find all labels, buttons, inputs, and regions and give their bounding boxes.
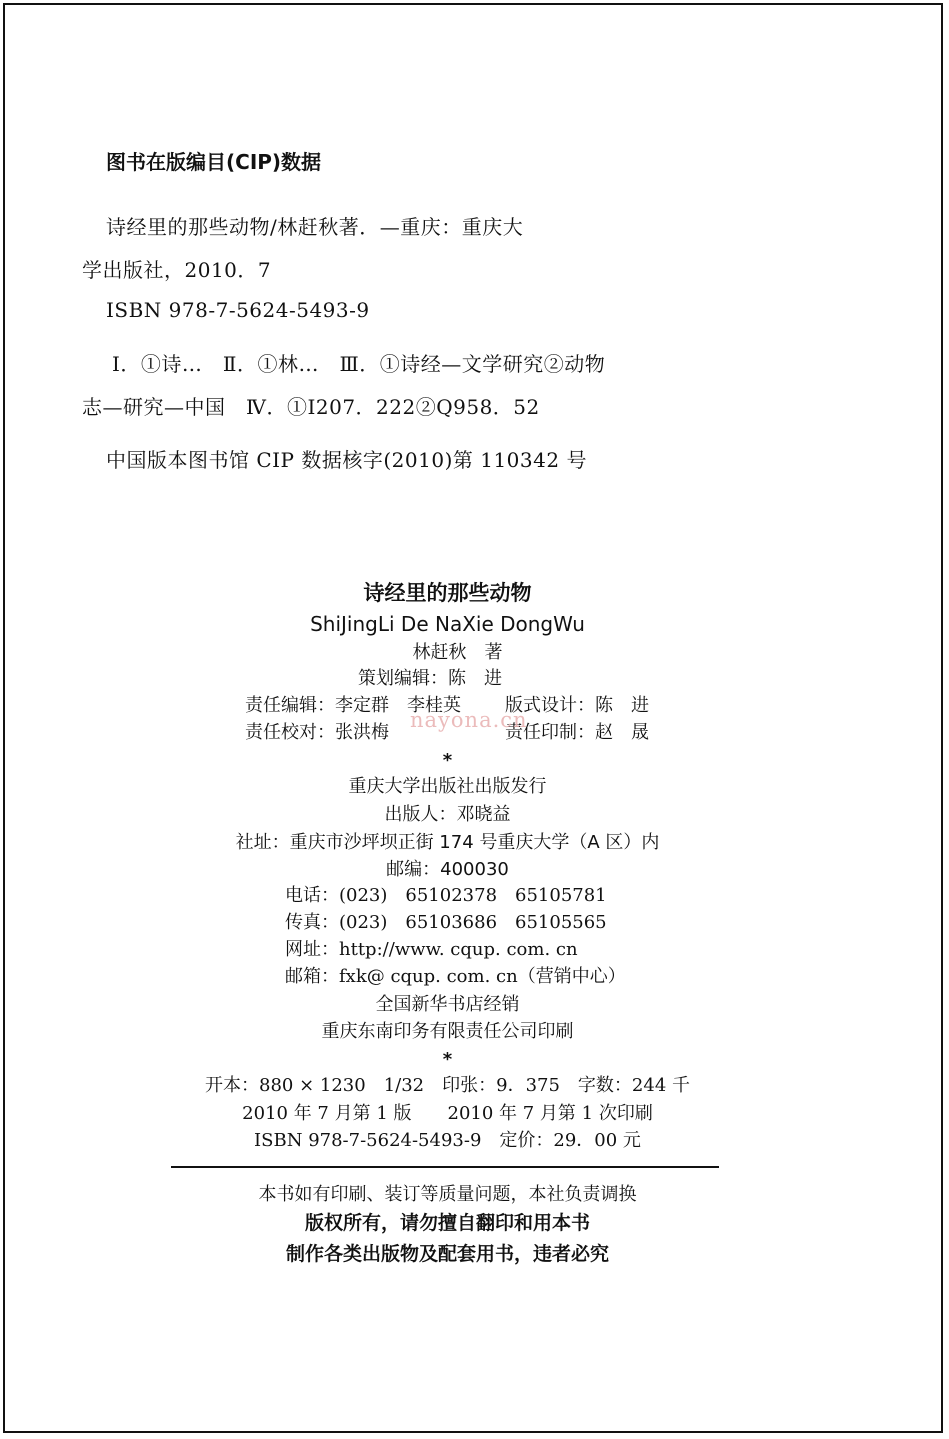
postcode: 邮编：400030	[386, 859, 509, 880]
cip-number: 中国版本图书馆 CIP 数据核字(2010)第 110342 号	[106, 448, 587, 472]
website: 网址：http://www. cqup. com. cn	[285, 939, 578, 960]
planning-editor: 策划编辑：陈 进	[358, 668, 502, 689]
book-title: 诗经里的那些动物	[363, 581, 532, 605]
infringement-notice: 制作各类出版物及配套用书，违者必究	[285, 1243, 609, 1265]
separator-star-2: *	[442, 1049, 453, 1070]
address: 社址：重庆市沙坪坝正街 174 号重庆大学（A 区）内	[235, 832, 660, 853]
publisher: 重庆大学出版社出版发行	[348, 776, 547, 797]
quality-notice: 本书如有印刷、装订等质量问题，本社负责调换	[258, 1184, 637, 1205]
cip-entry-line1: 诗经里的那些动物/林赶秋著．—重庆：重庆大	[106, 215, 524, 239]
cip-entry-line2: 学出版社，2010．7	[82, 258, 272, 282]
format-info: 开本：880 × 1230 1/32 印张：9．375 字数：244 千	[205, 1075, 690, 1096]
watermark: nayona.cn	[410, 708, 528, 732]
cip-subjects-line2: 志—研究—中国 Ⅳ．①I207．222②Q958．52	[82, 395, 540, 419]
printer: 重庆东南印务有限责任公司印刷	[321, 1021, 574, 1042]
proofreader: 责任校对：张洪梅	[245, 722, 389, 743]
separator-star: *	[442, 750, 453, 771]
cip-isbn: ISBN 978-7-5624-5493-9	[106, 298, 370, 322]
fax: 传真：(023) 65103686 65105565	[285, 912, 607, 933]
author: 林赶秋 著	[412, 642, 503, 663]
cip-subjects-line1: Ⅰ．①诗… Ⅱ．①林… Ⅲ．①诗经—文学研究②动物	[112, 352, 606, 376]
copyright-notice: 版权所有，请勿擅自翻印和用本书	[304, 1212, 590, 1234]
cip-title: 图书在版编目(CIP)数据	[106, 150, 322, 174]
phone: 电话：(023) 65102378 65105781	[285, 885, 607, 906]
responsible-editor: 责任编辑：李定群 李桂英	[245, 695, 461, 716]
layout-design: 版式设计：陈 进	[505, 695, 649, 716]
divider-rule	[171, 1166, 719, 1168]
isbn-price: ISBN 978-7-5624-5493-9 定价：29．00 元	[254, 1130, 641, 1151]
book-title-pinyin: ShiJingLi De NaXie DongWu	[310, 612, 585, 636]
email: 邮箱：fxk@ cqup. com. cn（营销中心）	[285, 966, 626, 987]
print-supervisor: 责任印制：赵 晟	[505, 722, 649, 743]
edition-info: 2010 年 7 月第 1 版 2010 年 7 月第 1 次印刷	[242, 1103, 653, 1124]
distributor: 全国新华书店经销	[375, 994, 520, 1015]
issuer: 出版人：邓晓益	[384, 804, 511, 825]
